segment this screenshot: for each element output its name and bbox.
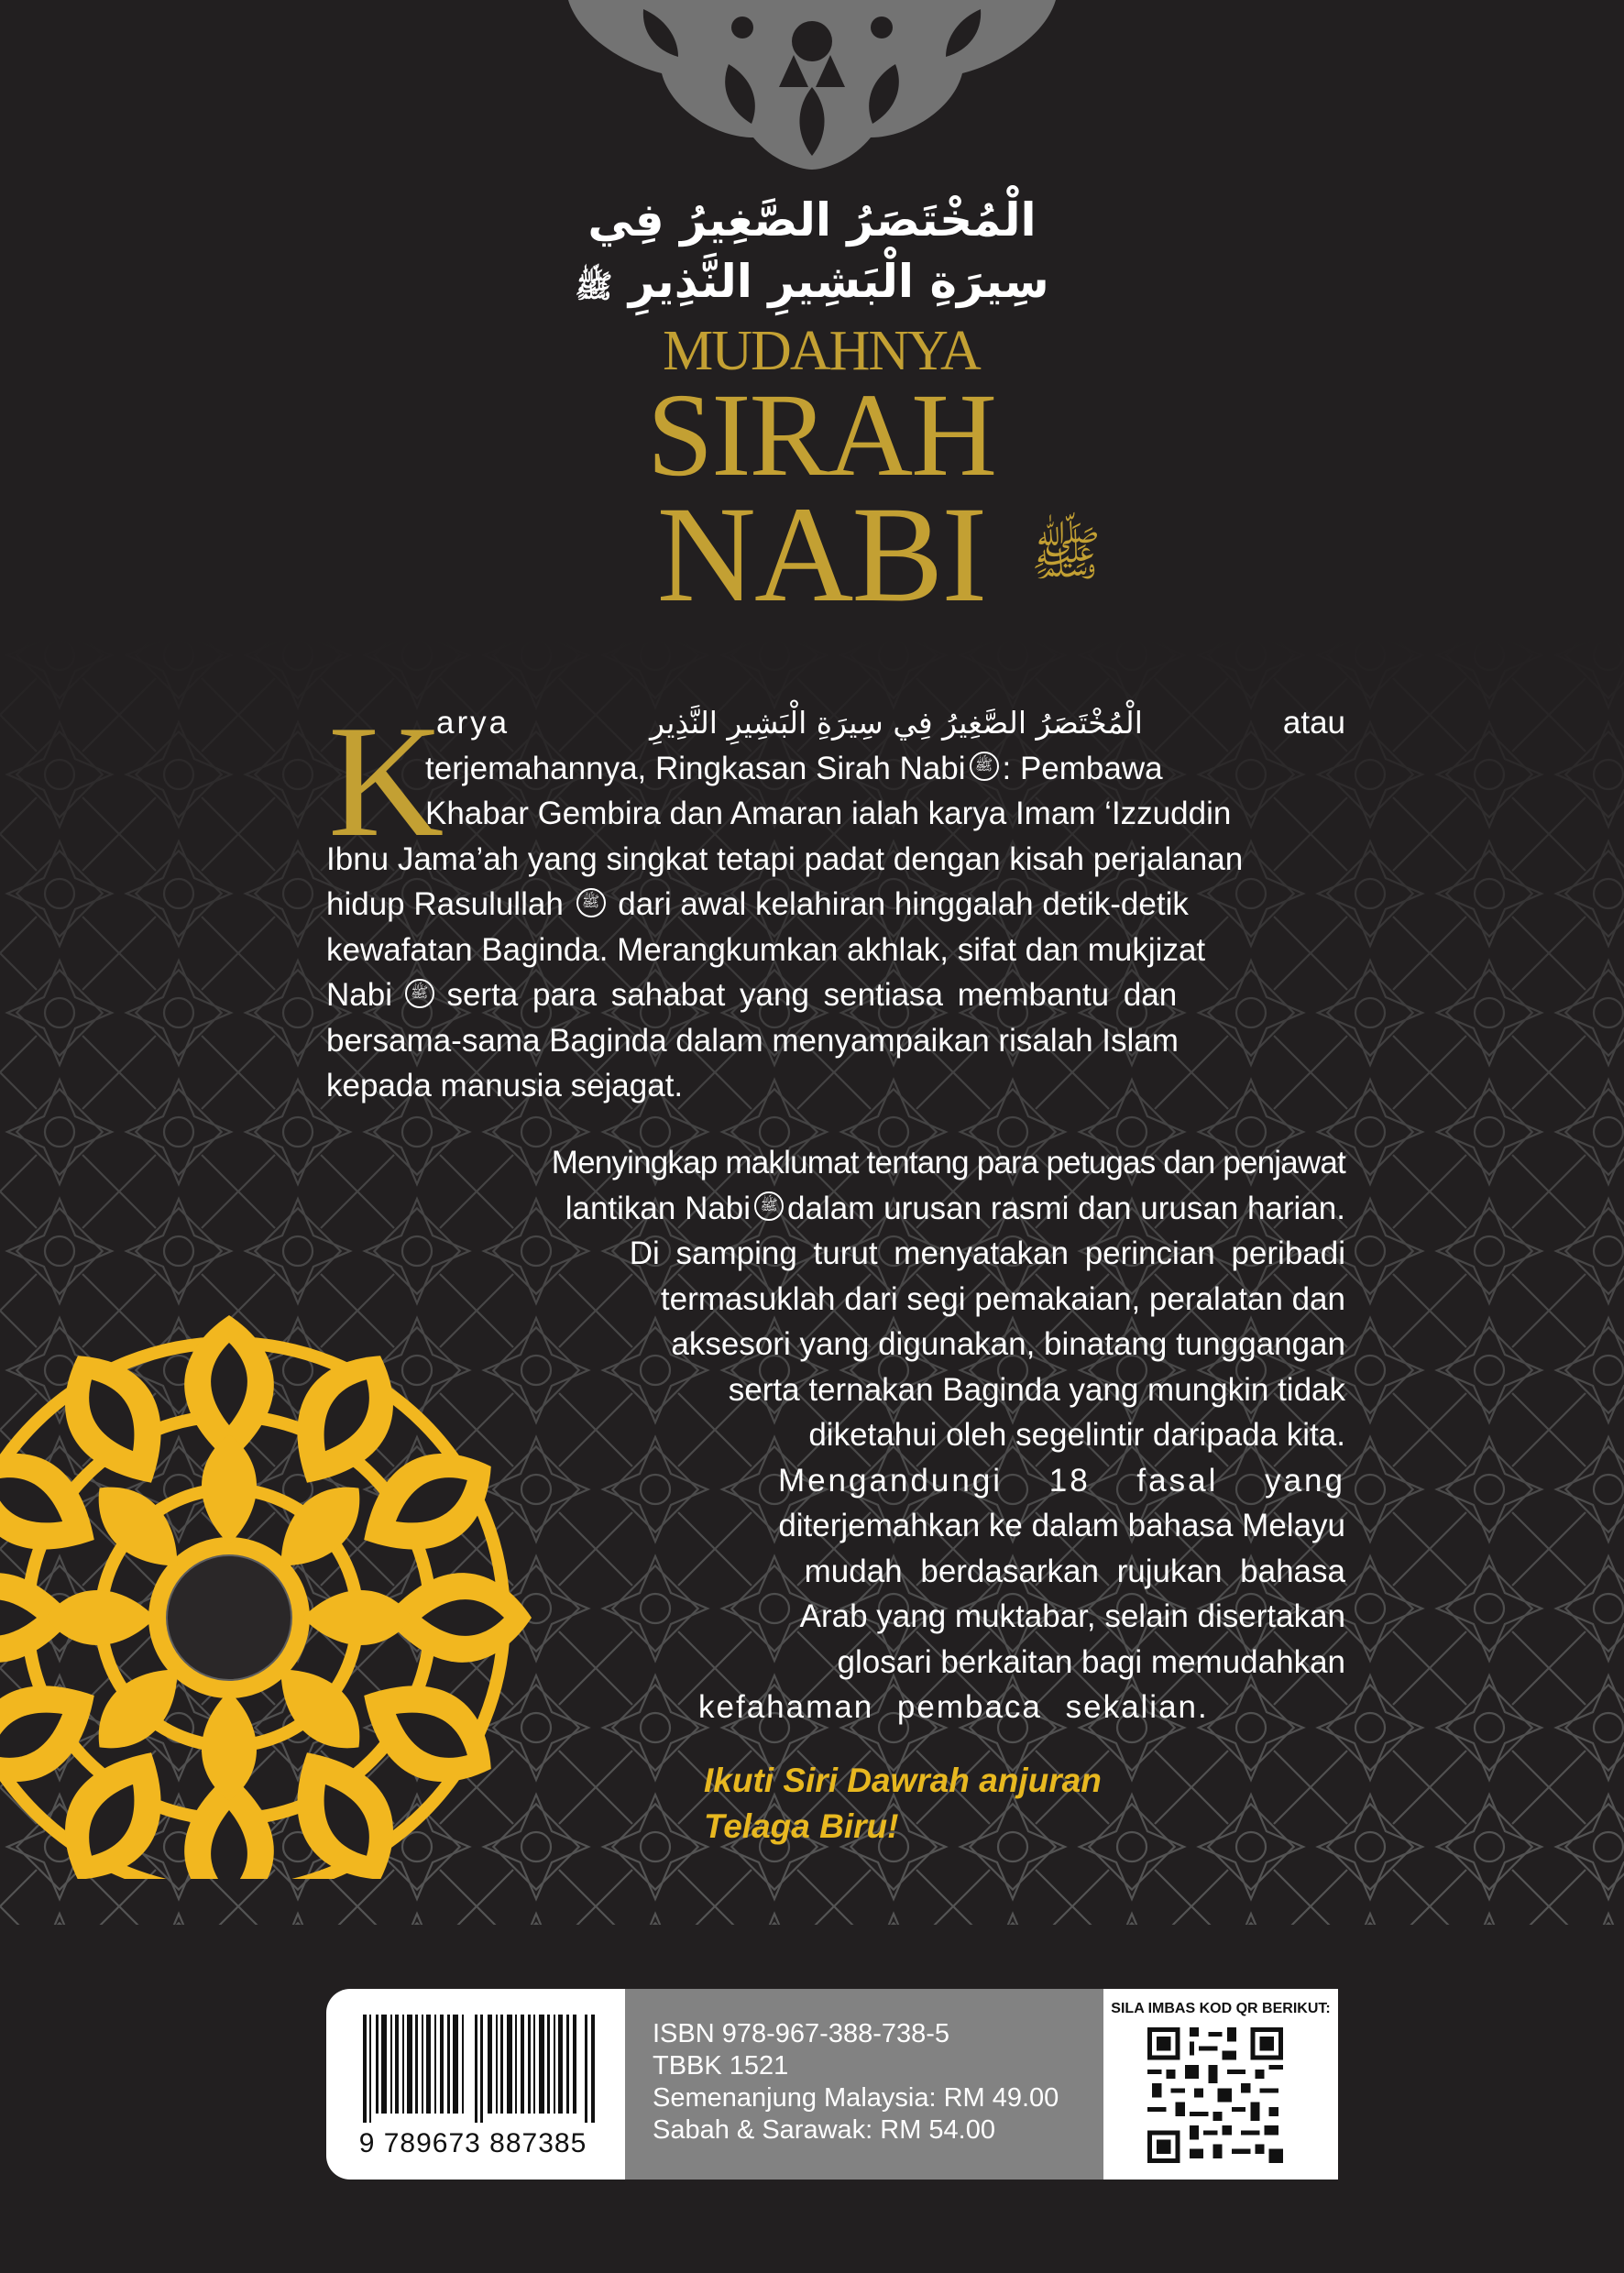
p1-l1-post: atau	[1282, 705, 1345, 741]
p2-l2-b: dalam urusan rasmi dan urusan harian.	[787, 1190, 1345, 1226]
p1-line-2	[425, 746, 1345, 792]
p2-line-4	[431, 1277, 1345, 1323]
product-code: TBBK 1521	[653, 2051, 789, 2081]
barcode-number: 9 789673 887385	[358, 2128, 587, 2158]
p1-line-6	[326, 928, 1345, 973]
p1-l7-b: serta para sahabat yang sentiasa membantu dan	[446, 977, 1178, 1013]
p1-l8: bersama-sama Baginda dalam menyampaikan risalah Islam	[326, 1022, 1179, 1059]
salawat-icon: ﷺ	[576, 888, 606, 917]
p1-l1-arabic: الْمُخْتَصَرُ الصَّغِيرُ فِي سِيرَةِ الْبَشِيرِ النَّذِيرِ	[650, 705, 1143, 741]
p1-l5-b: dari awal kelahiran hinggalah detik-detik	[618, 886, 1189, 922]
barcode-icon	[363, 2015, 598, 2123]
p2-line-3	[431, 1231, 1345, 1277]
title-line3: NABI	[656, 478, 986, 631]
p1-l9: kepada manusia sejagat.	[326, 1068, 684, 1104]
p2-l7: diketahui oleh segelintir daripada kita.	[808, 1417, 1345, 1453]
p2-line-7	[431, 1412, 1345, 1458]
arabic-title-line2	[513, 255, 1111, 308]
p2-l9: diterjemahkan ke dalam bahasa Melayu	[778, 1508, 1345, 1543]
isbn: ISBN 978-967-388-738-5	[653, 2019, 950, 2048]
salawat-icon: ﷺ	[405, 979, 434, 1008]
p2-l10: mudah berdasarkan rujukan bahasa	[804, 1553, 1345, 1589]
p2-line-6	[431, 1367, 1345, 1413]
p2-line-2	[431, 1186, 1345, 1232]
price-east-malaysia: Sabah & Sarawak: RM 54.00	[653, 2115, 995, 2145]
p1-l4: Ibnu Jama’ah yang singkat tetapi padat dengan kisah perjalanan	[326, 840, 1244, 877]
p1-line-9	[326, 1063, 1345, 1109]
arabic-title-line1: الْمُخْتَصَرُ الصَّغِيرُ فِي	[587, 193, 1037, 247]
top-ornament-icon	[568, 0, 1056, 170]
description-paragraph-1	[326, 692, 1345, 1109]
p1-line-5	[326, 882, 1345, 928]
arabic-title-line2-text: سِيرَةِ الْبَشِيرِ النَّذِيرِ	[628, 255, 1049, 308]
p2-line-1	[431, 1140, 1345, 1186]
p1-line-3	[425, 791, 1345, 837]
p2-line-11	[431, 1594, 1345, 1640]
qr-code-icon	[1147, 2027, 1283, 2163]
p2-l6: serta ternakan Baginda yang mungkin tidak	[728, 1371, 1345, 1408]
p1-l1-pre: arya	[436, 705, 510, 741]
p1-l3: Khabar Gembira dan Amaran ialah karya Imam ‘Izzuddin	[425, 796, 1232, 831]
salawat-icon: ﷺ	[970, 752, 999, 781]
p2-line-5	[431, 1322, 1345, 1367]
slogan-line1: Ikuti Siri Dawrah anjuran	[704, 1762, 1102, 1799]
salawat-icon: ﷺ	[575, 269, 613, 305]
title-line2: SIRAH	[646, 369, 996, 501]
description-paragraph-2	[431, 1140, 1345, 1730]
p1-line-8	[326, 1018, 1345, 1064]
salawat-calligraphy-icon: ﷺ	[1030, 521, 1102, 588]
p2-l1: Menyingkap maklumat tentang para petugas dan penjawat	[551, 1145, 1345, 1180]
drop-cap: K	[328, 692, 444, 870]
p2-line-9	[431, 1503, 1345, 1549]
salawat-icon: ﷺ	[754, 1191, 784, 1221]
slogan	[704, 1758, 1102, 1850]
p1-l2-b: : Pembawa	[1002, 750, 1163, 786]
title-line1: MUDAHNYA	[663, 320, 980, 382]
slogan-line2: Telaga Biru!	[704, 1807, 899, 1845]
price-peninsular: Semenanjung Malaysia: RM 49.00	[653, 2083, 1059, 2113]
p1-l7-a: Nabi	[326, 977, 392, 1013]
p2-line-10	[431, 1549, 1345, 1595]
p2-l13: kefahaman pembaca sekalian.	[698, 1689, 1209, 1725]
p1-l5-a: hidup Rasulullah	[326, 886, 564, 922]
p1-l2-a: terjemahannya, Ringkasan Sirah Nabi	[425, 750, 966, 786]
p1-line-4	[326, 837, 1345, 883]
p1-l6: kewafatan Baginda. Merangkumkan akhlak, sifat dan mukjizat	[326, 931, 1206, 968]
p1-line-7	[326, 972, 1345, 1018]
p2-line-13	[698, 1685, 1209, 1730]
p2-l2-a: lantikan Nabi	[565, 1190, 752, 1226]
p2-l8: Mengandungi 18 fasal yang	[777, 1462, 1345, 1499]
p2-l11: Arab yang muktabar, selain disertakan	[799, 1598, 1345, 1634]
qr-label: SILA IMBAS KOD QR BERIKUT:	[1111, 2001, 1331, 2016]
p2-l12: glosari berkaitan bagi memudahkan	[837, 1643, 1345, 1680]
p2-line-12	[431, 1640, 1345, 1686]
p2-l5: aksesori yang digunakan, binatang tunggangan	[671, 1326, 1345, 1362]
p1-line-1	[436, 700, 1345, 746]
p2-l4: termasuklah dari segi pemakaian, peralatan dan	[660, 1280, 1345, 1317]
p2-line-8	[431, 1458, 1345, 1504]
p2-l3: Di samping turut menyatakan perincian peribadi	[629, 1235, 1345, 1271]
